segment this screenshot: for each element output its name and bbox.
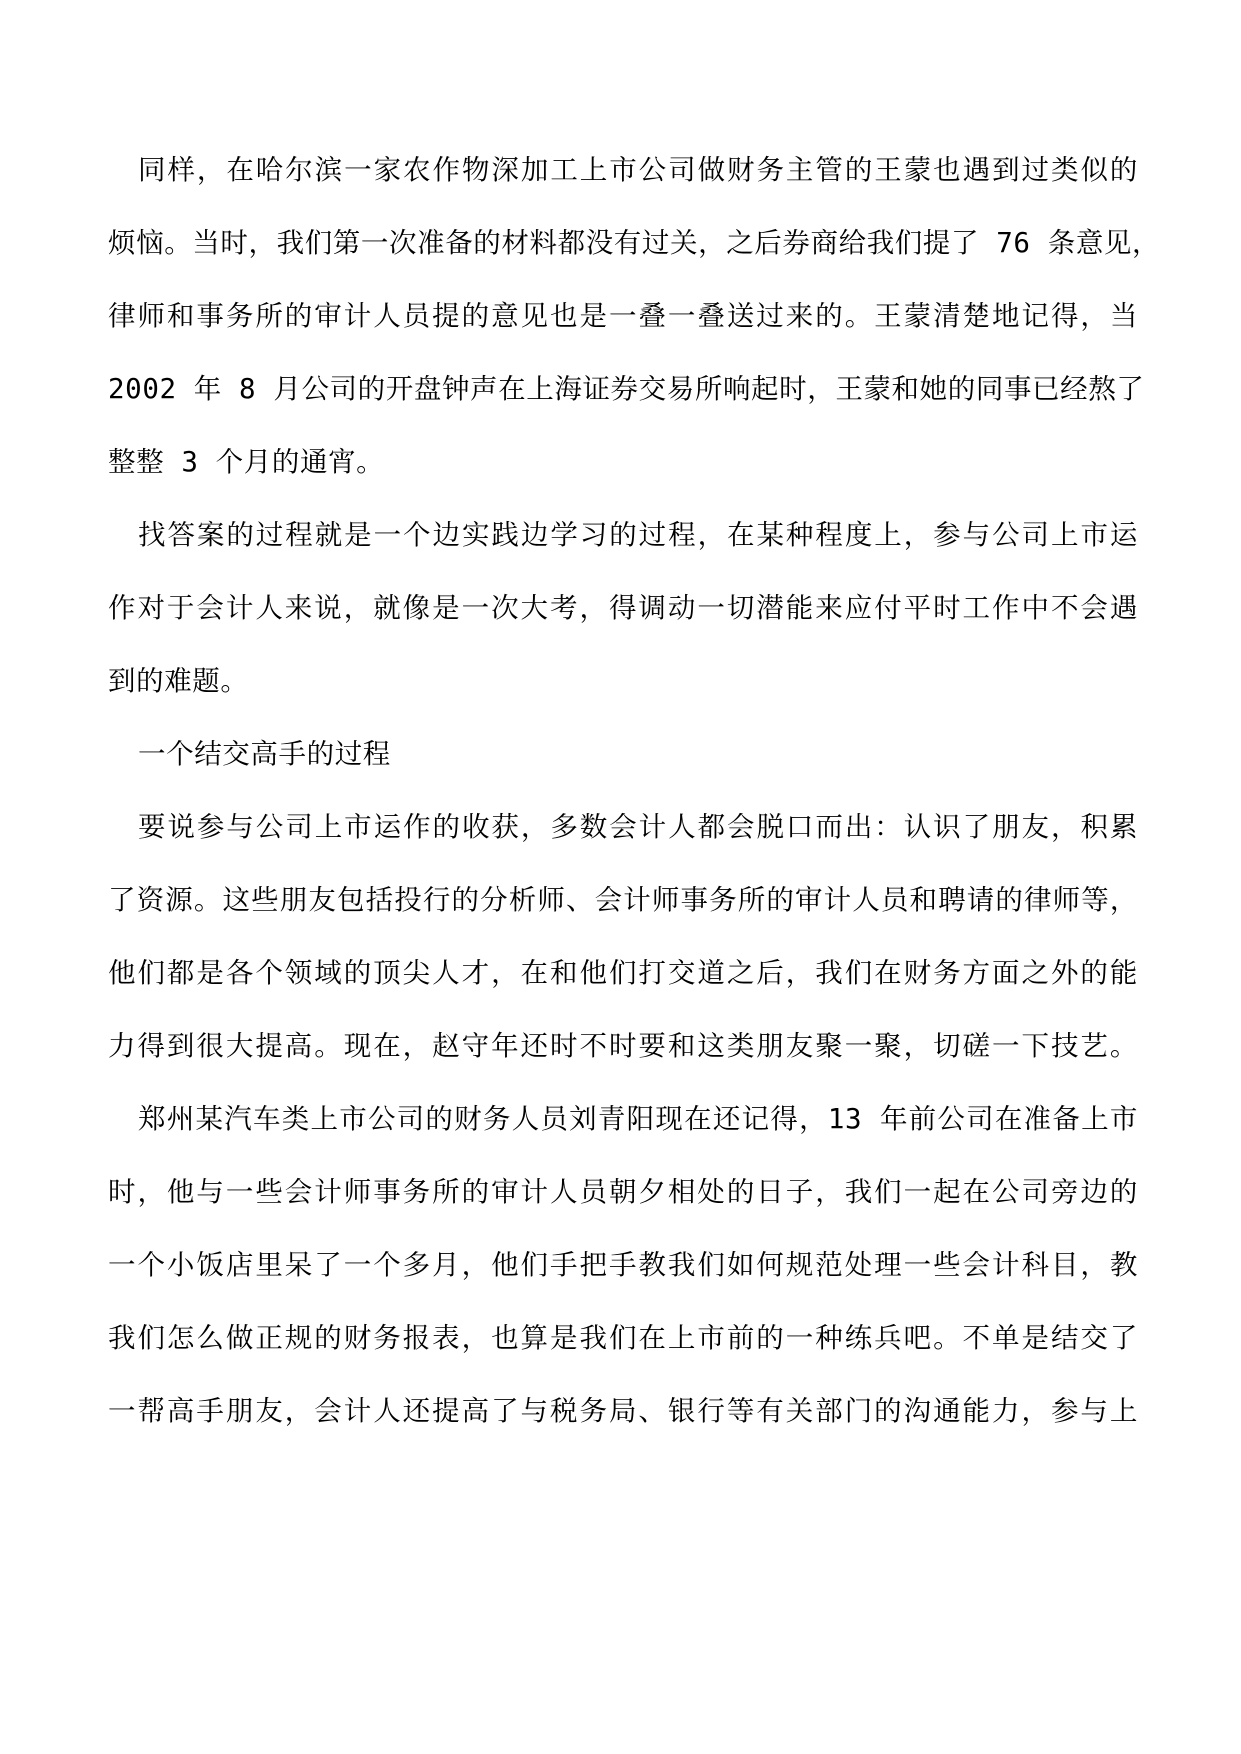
- paragraph-line: 一个小饭店里呆了一个多月，他们手把手教我们如何规范处理一些会计科目，教: [108, 1249, 1138, 1281]
- paragraph-line: 我们怎么做正规的财务报表，也算是我们在上市前的一种练兵吧。不单是结交了: [108, 1322, 1138, 1354]
- paragraph-line: 同样，在哈尔滨一家农作物深加工上市公司做财务主管的王蒙也遇到过类似的: [138, 154, 1138, 186]
- paragraph-line: 要说参与公司上市运作的收获，多数会计人都会脱口而出：认识了朋友，积累: [138, 811, 1138, 843]
- paragraph-line: 律师和事务所的审计人员提的意见也是一叠一叠送过来的。王蒙清楚地记得，当: [108, 300, 1138, 332]
- paragraph-line: 时，他与一些会计师事务所的审计人员朝夕相处的日子，我们一起在公司旁边的: [108, 1176, 1138, 1208]
- paragraph-line: 烦恼。当时，我们第一次准备的材料都没有过关，之后券商给我们提了 76 条意见，: [108, 227, 1161, 259]
- paragraph-line: 力得到很大提高。现在，赵守年还时不时要和这类朋友聚一聚，切磋一下技艺。: [108, 1030, 1138, 1062]
- paragraph-line: 了资源。这些朋友包括投行的分析师、会计师事务所的审计人员和聘请的律师等，: [108, 884, 1138, 916]
- paragraph-line: 整整 3 个月的通宵。: [108, 446, 385, 478]
- paragraph-line: 到的难题。: [108, 665, 249, 697]
- paragraph-line: 2002 年 8 月公司的开盘钟声在上海证券交易所响起时，王蒙和她的同事已经熬了: [108, 373, 1145, 405]
- paragraph-line: 找答案的过程就是一个边实践边学习的过程，在某种程度上，参与公司上市运: [138, 519, 1138, 551]
- section-heading: 一个结交高手的过程: [138, 738, 391, 770]
- paragraph-line: 作对于会计人来说，就像是一次大考，得调动一切潜能来应付平时工作中不会遇: [108, 592, 1138, 624]
- paragraph-line: 郑州某汽车类上市公司的财务人员刘青阳现在还记得，13 年前公司在准备上市: [138, 1103, 1138, 1135]
- paragraph-line: 他们都是各个领域的顶尖人才，在和他们打交道之后，我们在财务方面之外的能: [108, 957, 1138, 989]
- paragraph-line: 一帮高手朋友，会计人还提高了与税务局、银行等有关部门的沟通能力，参与上: [108, 1395, 1138, 1427]
